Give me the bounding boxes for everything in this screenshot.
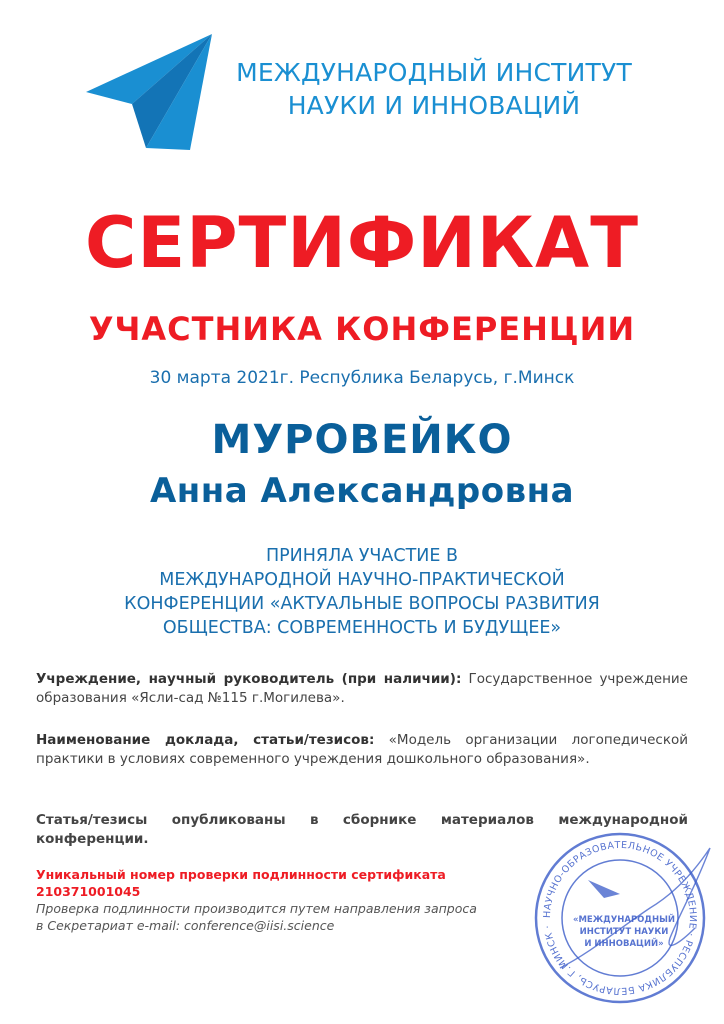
institution-value: Государственное учреждение образования «Ясли-сад №115 г.Могилева». — [36, 671, 688, 706]
verification-note-line-1: Проверка подлинности производится путем направления запроса — [36, 901, 477, 916]
participation-statement — [90, 544, 634, 640]
date-location: 30 марта 2021г. Республика Беларусь, г.Минск — [149, 368, 575, 388]
org-name-line-2: НАУКИ И ИННОВАЦИЙ — [287, 91, 581, 120]
published-note: Статья/тезисы опубликованы в сборнике материалов международной конференции. — [36, 812, 688, 847]
stamp-ring-text: НАУЧНО-ОБРАЗОВАТЕЛЬНОЕ УЧРЕЖДЕНИЕ · РЕСПУБЛИКА БЕЛАРУСЬ, Г.МИНСК · — [541, 839, 699, 997]
paper-plane-logo-icon — [86, 34, 214, 150]
verification-note-line-2: в Секретариат e-mail: conference@iisi.science — [36, 918, 335, 933]
organization-name — [214, 56, 654, 122]
recipient-given-names: Анна Александровна — [149, 471, 575, 511]
participation-line: КОНФЕРЕНЦИИ «АКТУАЛЬНЫЕ ВОПРОСЫ РАЗВИТИЯ — [124, 594, 600, 614]
institution-paragraph — [36, 670, 688, 708]
stamp-inner-line-1: «МЕЖДУНАРОДНЫЙ — [572, 915, 676, 925]
participation-line: ПРИНЯЛА УЧАСТИЕ В — [265, 546, 459, 566]
stamp-inner-line-2: ИНСТИТУТ НАУКИ — [579, 927, 669, 937]
verification-label: Уникальный номер проверки подлинности сертификата — [36, 867, 446, 882]
institution-label: Учреждение, научный руководитель (при наличии): — [36, 671, 462, 687]
recipient-surname: МУРОВЕЙКО — [211, 417, 513, 463]
participation-line: МЕЖДУНАРОДНОЙ НАУЧНО-ПРАКТИЧЕСКОЙ — [159, 570, 565, 590]
report-label: Наименование доклада, статьи/тезисов: — [36, 732, 375, 748]
verification-number: 210371001045 — [36, 884, 141, 899]
certificate-title: СЕРТИФИКАТ — [85, 202, 639, 284]
report-value: «Модель организации логопедической практики в условиях современного учреждения дошкольного образования». — [36, 732, 689, 767]
stamp-plane-icon — [588, 880, 620, 898]
stamp-inner-line-3: И ИННОВАЦИЙ» — [584, 939, 664, 949]
org-name-line-1: МЕЖДУНАРОДНЫЙ ИНСТИТУТ — [236, 58, 632, 87]
certificate-subtitle: УЧАСТНИКА КОНФЕРЕНЦИИ — [88, 310, 636, 348]
official-stamp — [520, 818, 720, 1018]
participation-line: ОБЩЕСТВА: СОВРЕМЕННОСТЬ И БУДУЩЕЕ» — [162, 618, 562, 638]
report-paragraph — [36, 731, 688, 769]
verification-block — [36, 866, 536, 934]
certificate-header — [0, 0, 724, 160]
